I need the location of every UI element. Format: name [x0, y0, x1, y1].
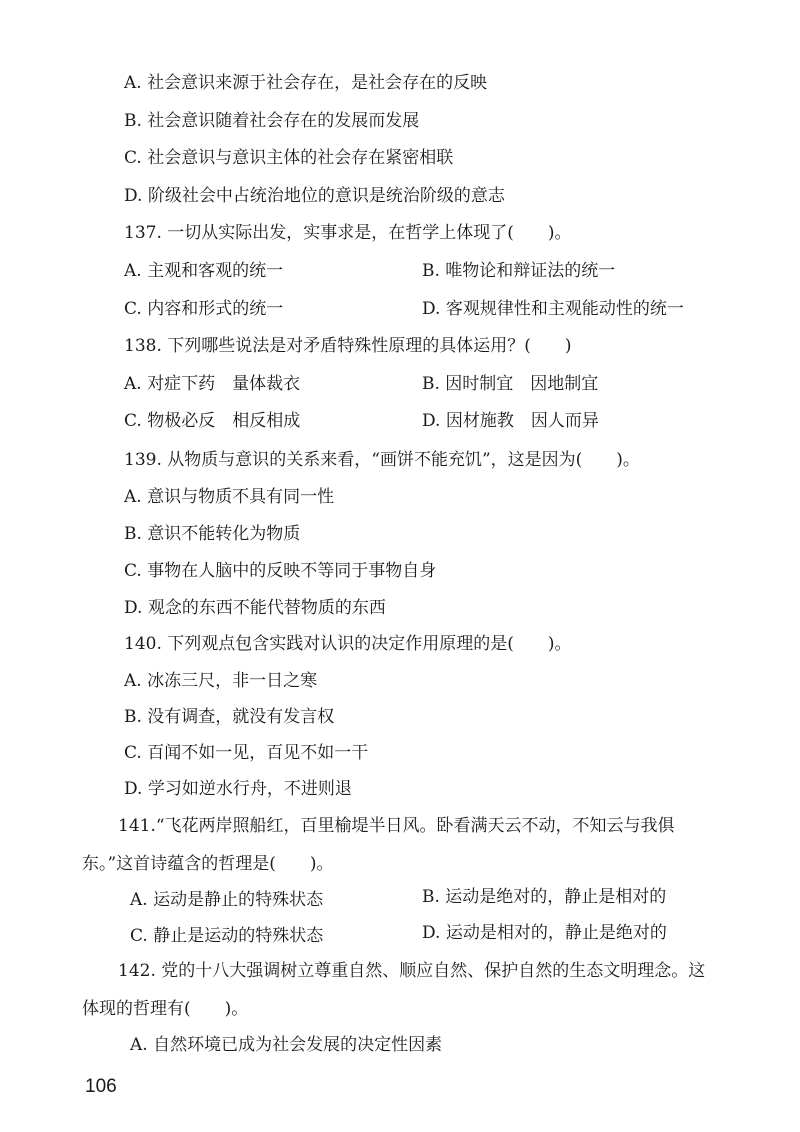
q136-option-b: B. 社会意识随着社会存在的发展而发展 — [124, 111, 420, 131]
q141-option-b: B. 运动是绝对的，静止是相对的 — [422, 887, 667, 907]
q141-option-d: D. 运动是相对的，静止是绝对的 — [422, 923, 667, 943]
q140-option-d: D. 学习如逆水行舟，不进则退 — [124, 779, 352, 799]
q139-option-d: D. 观念的东西不能代替物质的东西 — [124, 598, 386, 618]
page-number: 106 — [85, 1076, 117, 1097]
q142-stem-line-2: 体现的哲理有( )。 — [82, 999, 249, 1019]
q138-option-a: A. 对症下药 量体裁衣 — [124, 374, 301, 394]
q141-stem-line-1: 141.“飞花两岸照船红，百里榆堤半日风。卧看满天云不动，不知云与我俱 — [118, 816, 675, 836]
q142-option-a: A. 自然环境已成为社会发展的决定性因素 — [130, 1035, 443, 1055]
q141-stem-line-2: 东。”这首诗蕴含的哲理是( )。 — [82, 854, 334, 874]
q137-option-b: B. 唯物论和辩证法的统一 — [422, 261, 616, 281]
q137-option-d: D. 客观规律性和主观能动性的统一 — [422, 299, 684, 319]
q139-option-a: A. 意识与物质不具有同一性 — [124, 487, 335, 507]
q142-stem-line-1: 142. 党的十八大强调树立尊重自然、顺应自然、保护自然的生态文明理念。这 — [118, 961, 706, 981]
q137-option-a: A. 主观和客观的统一 — [124, 261, 284, 281]
q138-option-b: B. 因时制宜 因地制宜 — [422, 374, 599, 394]
q141-option-a: A. 运动是静止的特殊状态 — [130, 890, 324, 910]
q140-option-a: A. 冰冻三尺，非一日之寒 — [124, 671, 318, 691]
q138-option-d: D. 因材施教 因人而异 — [422, 411, 599, 431]
q137-option-c: C. 内容和形式的统一 — [124, 299, 284, 319]
q138-option-c: C. 物极必反 相反相成 — [124, 411, 301, 431]
q136-option-d: D. 阶级社会中占统治地位的意识是统治阶级的意志 — [124, 186, 505, 206]
q138-stem: 138. 下列哪些说法是对矛盾特殊性原理的具体运用？( ) — [124, 336, 572, 356]
q140-option-c: C. 百闻不如一见，百见不如一干 — [124, 743, 369, 763]
q136-option-c: C. 社会意识与意识主体的社会存在紧密相联 — [124, 148, 454, 168]
q136-option-a: A. 社会意识来源于社会存在，是社会存在的反映 — [124, 73, 488, 93]
q137-stem: 137. 一切从实际出发，实事求是，在哲学上体现了( )。 — [124, 223, 572, 243]
q140-option-b: B. 没有调查，就没有发言权 — [124, 707, 335, 727]
q139-stem: 139. 从物质与意识的关系来看，“画饼不能充饥”，这是因为( )。 — [124, 450, 640, 470]
q141-option-c: C. 静止是运动的特殊状态 — [130, 926, 324, 946]
q139-option-b: B. 意识不能转化为物质 — [124, 524, 301, 544]
q140-stem: 140. 下列观点包含实践对认识的决定作用原理的是( )。 — [124, 634, 572, 654]
q139-option-c: C. 事物在人脑中的反映不等同于事物自身 — [124, 561, 437, 581]
